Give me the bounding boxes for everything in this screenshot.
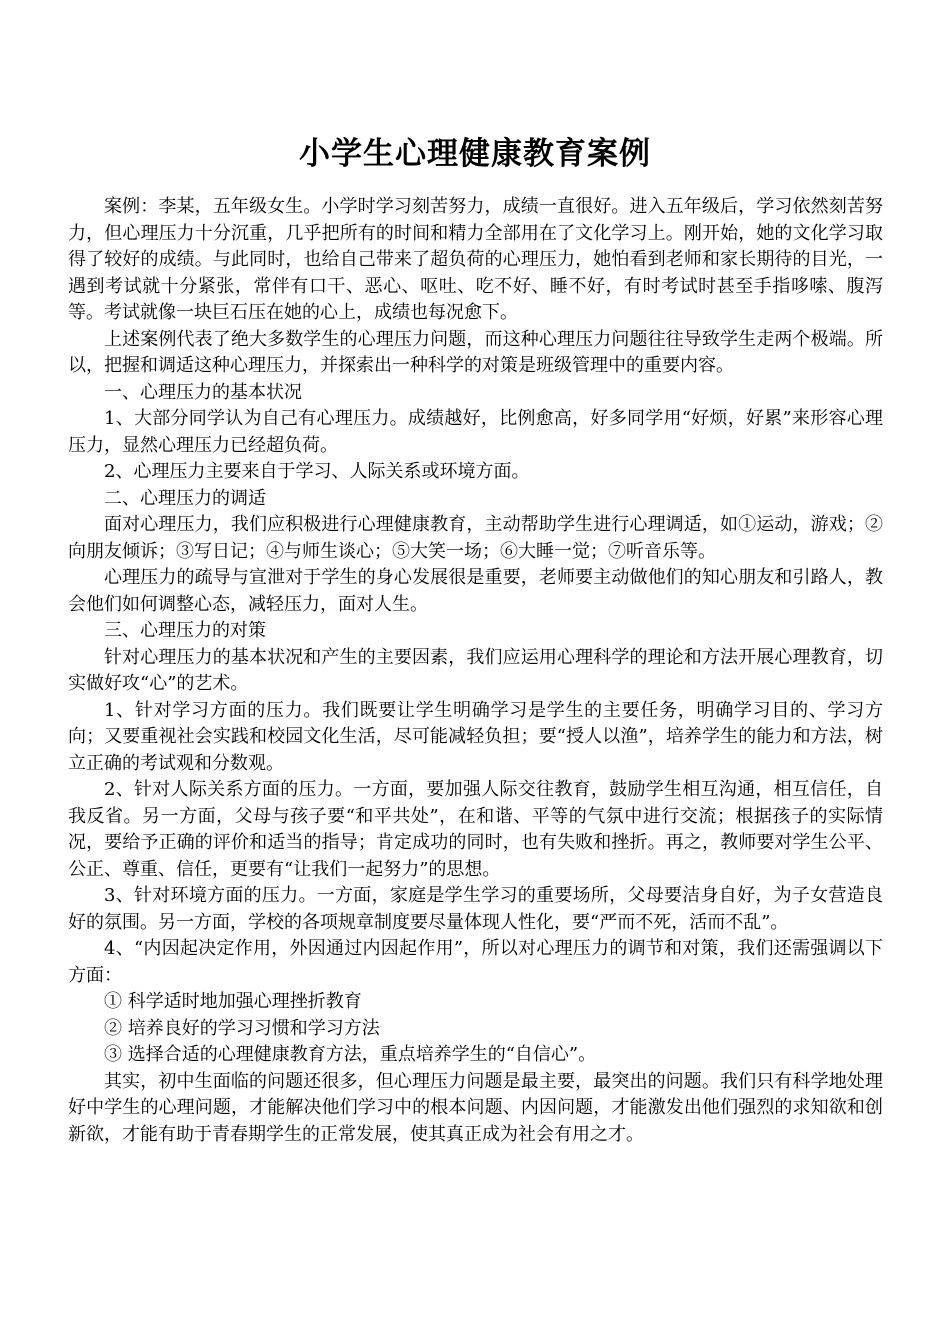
list-item-1: ① 科学适时地加强心理挫折教育 bbox=[104, 991, 362, 1012]
paragraph-2-2: 心理压力的疏导与宣泄对于学生的身心发展很是重要，老师要主动做他们的知心朋友和引路人，教会他们如何调整心态，减轻压力，面对人生。 bbox=[68, 567, 883, 615]
section-heading-2: 二、心理压力的调适 bbox=[104, 487, 266, 509]
section-heading-3: 三、心理压力的对策 bbox=[104, 620, 266, 641]
list-item-2: ② 培养良好的学习习惯和学习方法 bbox=[104, 1017, 380, 1039]
paragraph-conclusion: 其实，初中生面临的问题还很多，但心理压力问题是最主要，最突出的问题。我们只有科学地处理好中学生的心理问题，才能解决他们学习中的根本问题、内因问题，才能激发出他们强烈的求知欲和创新欲，才能有助于青春期学生的正常发展，使其真正成为社会有用之才。 bbox=[68, 1070, 883, 1145]
page-title: 小学生心理健康教育案例 bbox=[299, 136, 651, 172]
paragraph-1-1: 1、大部分同学认为自己有心理压力。成绩越好，比例愈高，好多同学用“好烦，好累”来形容心理压力，显然心理压力已经超负荷。 bbox=[68, 408, 883, 456]
paragraph-2-1: 面对心理压力，我们应积极进行心理健康教育，主动帮助学生进行心理调适，如①运动，游戏；②向朋友倾诉；③写日记；④与师生谈心；⑤大笑一场；⑥大睡一觉；⑦听音乐等。 bbox=[68, 514, 883, 562]
paragraph-1-2: 2、心理压力主要来自于学习、人际关系或环境方面。 bbox=[104, 461, 530, 482]
paragraph-3-4: 4、“内因起决定作用，外因通过内因起作用”，所以对心理压力的调节和对策，我们还需强调以下方面： bbox=[68, 938, 883, 986]
paragraph-3-2: 2、针对人际关系方面的压力。一方面，要加强人际交往教育，鼓励学生相互沟通，相互信任，自我反省。另一方面，父母与孩子要“和平共处”，在和谐、平等的气氛中进行交流；根据孩子的实际情况，要给予正确的评价和适当的指导；肯定成功的同时，也有失败和挫折。再之，教师要对学生公平、公正、尊重、信任，更要有“让我们一起努力”的思想。 bbox=[68, 779, 883, 880]
list-item-3: ③ 选择合适的心理健康教育方法，重点培养学生的“自信心”。 bbox=[104, 1044, 597, 1065]
paragraph-3-3: 3、针对环境方面的压力。一方面，家庭是学生学习的重要场所，父母要洁身自好，为子女营造良好的氛围。另一方面，学校的各项规章制度要尽量体现人性化，要“严而不死，活而不乱”。 bbox=[68, 885, 883, 933]
paragraph-3-intro: 针对心理压力的基本状况和产生的主要因素，我们应运用心理科学的理论和方法开展心理教育，切实做好攻“心”的艺术。 bbox=[68, 646, 883, 694]
paragraph-3-1: 1、针对学习方面的压力。我们既要让学生明确学习是学生的主要任务，明确学习目的、学习方向；又要重视社会实践和校园文化生活，尽可能减轻负担；要“授人以渔”，培养学生的能力和方法，树立正确的考试观和分数观。 bbox=[68, 699, 883, 774]
document-body bbox=[68, 194, 883, 1148]
paragraph-intro: 上述案例代表了绝大多数学生的心理压力问题，而这种心理压力问题往往导致学生走两个极端。所以，把握和调适这种心理压力，并探索出一种科学的对策是班级管理中的重要内容。 bbox=[68, 328, 883, 376]
paragraph-case: 案例：李某，五年级女生。小学时学习刻苦努力，成绩一直很好。进入五年级后，学习依然刻苦努力，但心理压力十分沉重，几乎把所有的时间和精力全部用在了文化学习上。刚开始，她的文化学习取得了较好的成绩。与此同时，也给自己带来了超负荷的心理压力，她怕看到老师和家长期待的目光，一遇到考试就十分紧张，常伴有口干、恶心、呕吐、吃不好、睡不好，有时考试时甚至手指哆嗦、腹泻等。考试就像一块巨石压在她的心上，成绩也每况愈下。 bbox=[68, 196, 883, 323]
section-heading-1: 一、心理压力的基本状况 bbox=[104, 381, 302, 403]
